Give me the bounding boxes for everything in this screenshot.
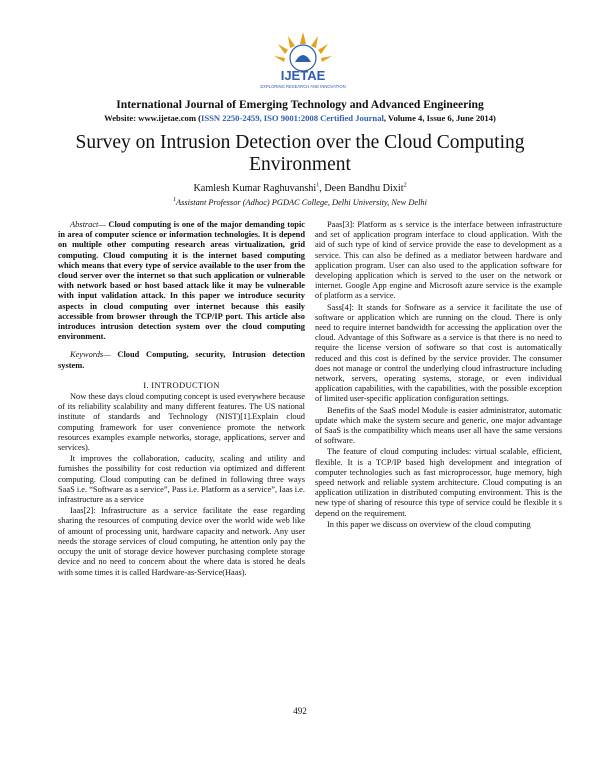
keywords-text: Cloud Computing, security, Intrusion detection system. — [58, 350, 305, 370]
section-heading: I. INTRODUCTION — [143, 379, 220, 390]
website-prefix: Website: www.ijetae.com ( — [104, 113, 202, 123]
svg-text:EXPLORING RESEARCH AND INNOVAT: EXPLORING RESEARCH AND INNOVATION — [260, 84, 346, 89]
paragraph: Iaas[2]: Infrastructure as a service facilitate the ease regarding sharing the resources of computing device over the world wide web like of amount of processing unit, hardware capacity and network. Any user needs the storage services of cloud computing, he attention only pay the occupy the unit of storage device however purchasing complete storage device and no need to concern about the where data is stored he deals with some times it is called Hardware-as-Service(Haas). — [58, 506, 305, 577]
author-1: Kamlesh Kumar Raghuvanshi — [193, 183, 317, 194]
right-column — [315, 220, 562, 531]
keywords-label: Keywords— — [70, 350, 111, 360]
left-column — [58, 220, 305, 579]
paragraph: Now these days cloud computing concept is used everywhere because of its reliability scalability and many different features. The US national institute of standards and Technology (NIST)[1].Explain cloud computing framework for user convenience promote the network resources examples example networks, storage, applications, server and services). — [58, 392, 305, 453]
volume-info: , Volume 4, Issue 6, June 2014) — [383, 113, 496, 123]
author-2-sup: 2 — [403, 182, 407, 189]
svg-text:IJETAE: IJETAE — [280, 68, 326, 83]
paper-title: Survey on Intrusion Detection over the Cloud Computing Environment — [75, 132, 525, 175]
paragraph: In this paper we discuss on overview of the cloud computing — [327, 519, 531, 529]
paragraph: It improves the collaboration, caducity, scaling and utility and furnishes the possibility for cost reduction via optimized and different computing. Cloud computing can be defined in following three ways SaaS i.e. “Software as a service”, Pass i.e. Platform as a service”, Iaas i.e. infrastructure as a service — [58, 454, 305, 505]
abstract-label: Abstract— — [70, 220, 106, 229]
journal-name: International Journal of Emerging Technology and Advanced Engineering — [116, 98, 484, 111]
authors — [0, 183, 600, 194]
keywords — [58, 350, 305, 370]
affiliation-sup: 1 — [173, 197, 177, 204]
website-line — [0, 113, 600, 123]
affiliation-text: Assistant Professor (Adhoc) PGDAC College, Delhi University, New Delhi — [176, 198, 427, 207]
author-1-sup: 1 — [316, 182, 320, 189]
paragraph: Paas[3]: Platform as s service is the interface between infrastructure and set of application program interface to cloud application. With the aid of such type of kind of service provide the ease to development as a service. This can also be defined as a mediator between hardware and application program. User can also used to the application software for developing application which is served to the user on the network or internet. Google App engine and Microsoft azure service is the example of platform as a service. — [315, 220, 562, 301]
abstract — [58, 220, 305, 342]
paragraph: The feature of cloud computing includes: virtual scalable, efficient, flexible. It is a TCP/IP based high development and integration of computer technologies such as fast microprocessor, huge memory, high speed network and reliable system architecture. Cloud computing is an application utilization in distributed computing environment. This is the new type of sharing of resource this type of service could be flexible it s depend on the requirement. — [315, 447, 562, 518]
page-number: 492 — [293, 706, 307, 716]
affiliation — [0, 198, 600, 207]
logo-icon — [248, 30, 358, 92]
paragraph: Sass[4]: It stands for Software as a service it facilitate the use of software or application which are running on the cloud. There is only need to require internet bandwidth for accessing the application over the cloud. Advantage of this Software as a service is that there is no need to require the license version of software so that cost is automatically reduced and this cost is defined by the service provider. The consumer does not manage or control the underlying cloud infrastructure including network, servers, operating systems, storage, or even individual application capabilities, with the capabilities, with the possible exception of limited user-specific application configuration settings. — [315, 302, 562, 404]
author-2: , Deen Bandhu Dixit — [319, 183, 404, 194]
paragraph: Benefits of the SaaS model Module is easier administrator, automatic update which make the system secure and generic, one major advantage of SaaS is the compatibility which means user all have the same versions of software. — [315, 405, 562, 446]
abstract-text: Cloud computing is one of the major demanding topic in area of computer science or information technologies. It is depend on multiple other computing research areas virtualization, grid computing. Cloud computing it is the internet based computing which means that every type of service available to the user from the cloud server over the internet so that such application or vulnerable with network based or host based attack like it may be vulnerable with input validation attack. In this paper we introduce security aspects in cloud computing over internet because this easily accessible from browser through the TCP/IP port. This article also introduces intrusion detection system over the cloud computing environment. — [58, 220, 305, 342]
journal-logo — [248, 30, 358, 92]
issn-link[interactable]: ISSN 2250-2459, ISO 9001:2008 Certified Journal — [201, 113, 384, 123]
